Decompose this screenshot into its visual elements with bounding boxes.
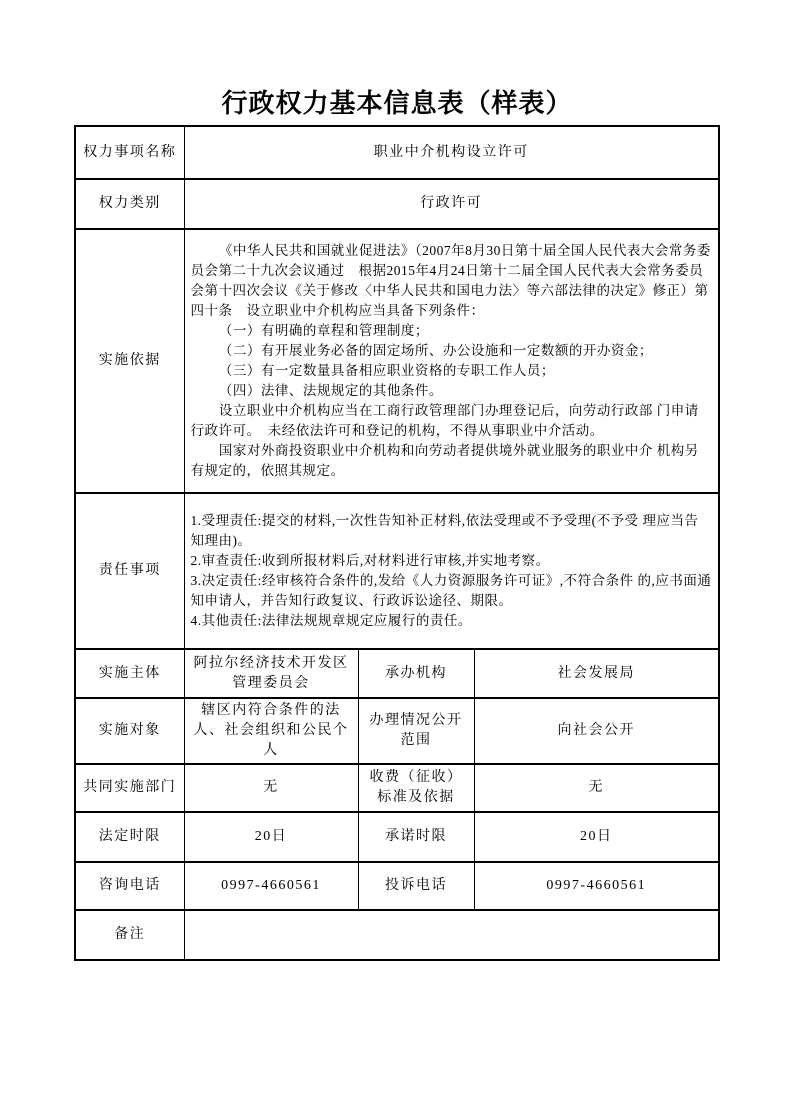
remarks-value: [184, 910, 719, 960]
table-row-time-limits: [75, 812, 719, 862]
statutory-time-limit-value: 20日: [184, 812, 358, 862]
consultation-phone-value: 0997-4660561: [184, 862, 358, 910]
basis-paragraph: 国家对外商投资职业中介机构和向劳动者提供境外就业服务的职业中介 机构另有规定的，依照其规定。: [190, 443, 699, 478]
responsibility-item: 1.受理责任:提交的材料,一次性告知补正材料,依法受理或不予受理(不予受 理应当告知理由)。: [190, 513, 699, 548]
basis-paragraph: （三）有一定数量具备相应职业资格的专职工作人员；: [218, 363, 555, 378]
table-row-phones: [75, 862, 719, 910]
implementation-target-value: 辖区内符合条件的法人、社会组织和公民个人: [184, 698, 358, 764]
table-row-implementation-target: [75, 698, 719, 764]
basis-paragraph: 设立职业中介机构应当在工商行政管理部门办理登记后，向劳动行政部 门申请行政许可。 未经依法许可和登记的机构，不得从事职业中介活动。: [190, 403, 699, 438]
undertaking-agency-value: 社会发展局: [474, 649, 719, 698]
responsibility-item: 2.审查责任:收到所报材料后,对材料进行审核,并实地考察。: [190, 553, 550, 568]
table-row-implementation-basis: [75, 229, 719, 493]
basis-paragraph: （二）有开展业务必备的固定场所、办公设施和一定数额的开办资金；: [218, 343, 653, 358]
table-row-power-item-name: [75, 126, 719, 179]
implementation-basis-label: 实施依据: [75, 229, 184, 493]
table-row-responsibility-items: [75, 493, 719, 649]
disclosure-scope-label: 办理情况公开范围: [358, 698, 474, 764]
info-table: [74, 125, 720, 961]
basis-paragraph: 《中华人民共和国就业促进法》（2007年8月30日第十届全国人民代表大会常务委员会第二十九次会议通过 根据2015年4月24日第十二届全国人民代表大会常务委员会第十四次会议《关于修改〈中华人民共和国电力法〉等六部法律的决定》修正）第四十条 设立职业中介机构应当具备下列条件：: [190, 243, 711, 318]
basis-paragraph: （一）有明确的章程和管理制度；: [218, 323, 429, 338]
power-item-name-label: 权力事项名称: [75, 126, 184, 179]
fee-standard-value: 无: [474, 764, 719, 812]
promised-time-limit-value: 20日: [474, 812, 719, 862]
table-row-implementing-body: [75, 649, 719, 698]
power-category-value: 行政许可: [184, 179, 719, 229]
implementing-body-value: 阿拉尔经济技术开发区管理委员会: [184, 649, 358, 698]
responsibility-items-content: [184, 493, 719, 649]
undertaking-agency-label: 承办机构: [358, 649, 474, 698]
basis-paragraph: （四）法律、法规规定的其他条件。: [218, 383, 443, 398]
complaint-phone-value: 0997-4660561: [474, 862, 719, 910]
fee-standard-label: 收费（征收）标准及依据: [358, 764, 474, 812]
responsibility-item: 3.决定责任:经审核符合条件的,发给《人力资源服务许可证》,不符合条件 的,应书面通知申请人，并告知行政复议、行政诉讼途径、期限。: [190, 573, 712, 608]
complaint-phone-label: 投诉电话: [358, 862, 474, 910]
implementation-basis-content: [184, 229, 719, 493]
promised-time-limit-label: 承诺时限: [358, 812, 474, 862]
responsibility-item: 4.其他责任:法律法规规章规定应履行的责任。: [190, 613, 472, 628]
implementing-body-label: 实施主体: [75, 649, 184, 698]
page-title: 行政权力基本信息表（样表）: [221, 89, 573, 118]
implementation-target-label: 实施对象: [75, 698, 184, 764]
responsibility-items-label: 责任事项: [75, 493, 184, 649]
joint-implementation-dept-label: 共同实施部门: [75, 764, 184, 812]
disclosure-scope-value: 向社会公开: [474, 698, 719, 764]
consultation-phone-label: 咨询电话: [75, 862, 184, 910]
table-row-joint-implementation-dept: [75, 764, 719, 812]
table-row-remarks: [75, 910, 719, 960]
power-item-name-value: 职业中介机构设立许可: [184, 126, 719, 179]
remarks-label: 备注: [75, 910, 184, 960]
joint-implementation-dept-value: 无: [184, 764, 358, 812]
power-category-label: 权力类别: [75, 179, 184, 229]
statutory-time-limit-label: 法定时限: [75, 812, 184, 862]
table-row-power-category: [75, 179, 719, 229]
